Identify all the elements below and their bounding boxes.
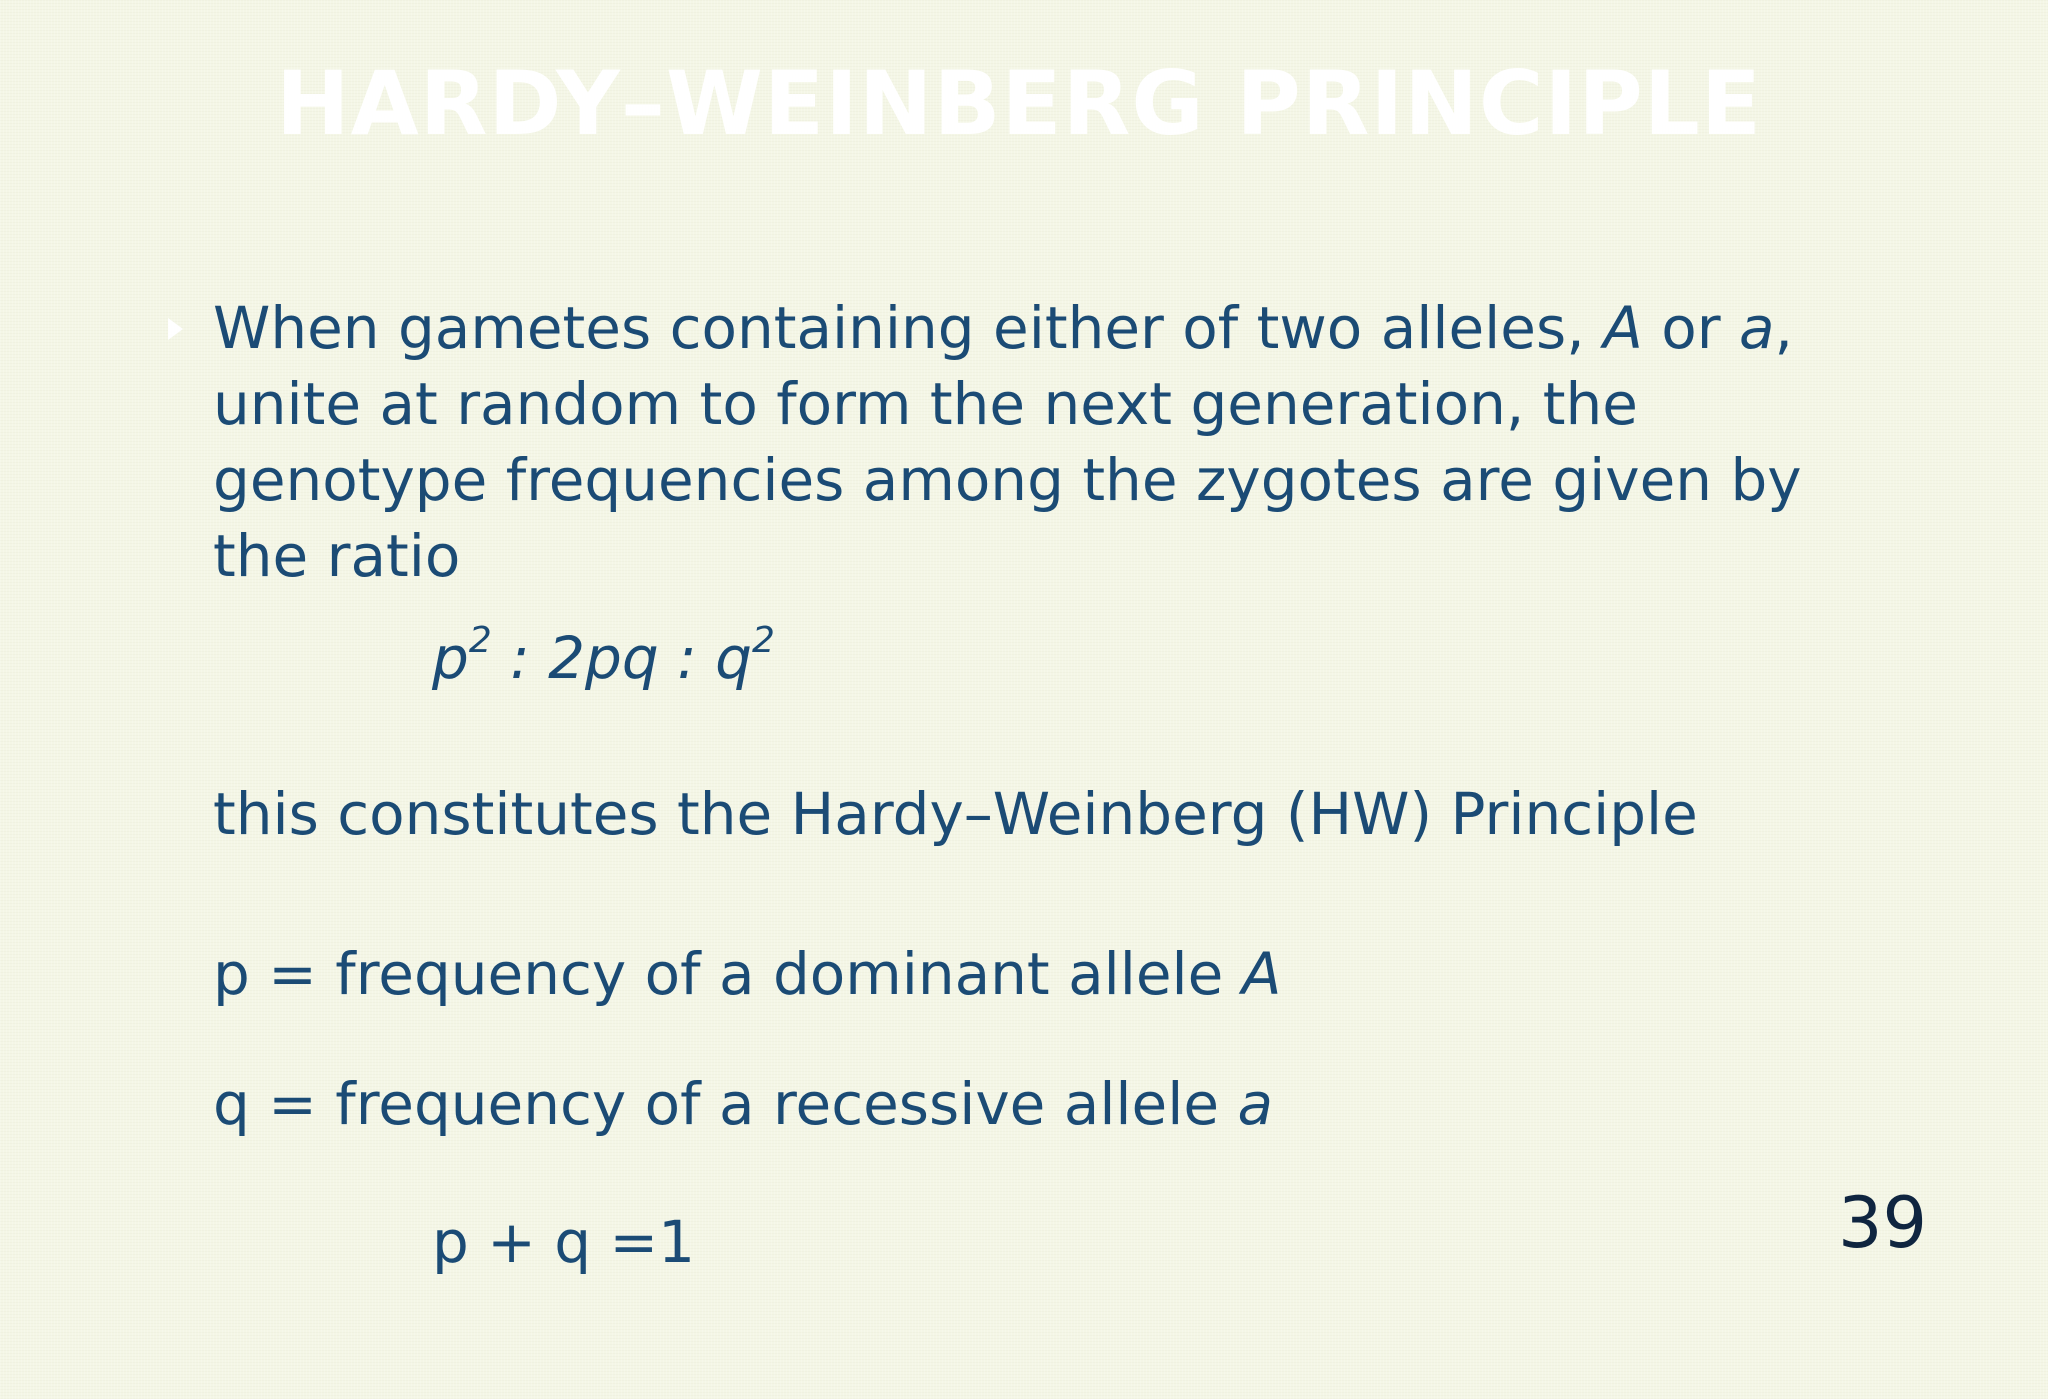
q-definition [213,1070,1273,1138]
q-allele: a [1237,1070,1274,1138]
allele-a: a [1738,294,1775,362]
paragraph-line-1-text: When gametes containing either of two alleles, [213,294,1604,362]
p-definition [213,940,1281,1008]
or-text: or [1642,294,1739,362]
page-number: 39 [1838,1182,1928,1264]
ratio-q: q [715,624,752,692]
slide-title: HARDY–WEINBERG PRINCIPLE [276,52,1762,155]
comma-text: , [1774,294,1793,362]
p-allele: A [1241,940,1282,1008]
allele-A: A [1603,294,1643,362]
paragraph-line-1 [213,290,1802,366]
main-paragraph [213,290,1802,594]
ratio-q-exponent: 2 [751,620,775,661]
frequency-sum: p + q =1 [432,1208,696,1276]
ratio-p-exponent: 2 [468,620,492,661]
ratio-p: p [432,624,469,692]
paragraph-line-2: unite at random to form the next generation, the [213,370,1638,438]
q-definition-text: q = frequency of a recessive allele [213,1070,1238,1138]
bullet-arrow-icon [168,318,183,340]
paragraph-line-4: the ratio [213,522,461,590]
paragraph-line-3: genotype frequencies among the zygotes are given by [213,446,1802,514]
ratio-middle: : 2pq : [491,624,716,692]
genotype-ratio [432,620,775,692]
principle-statement: this constitutes the Hardy–Weinberg (HW) Principle [213,780,1698,848]
p-definition-text: p = frequency of a dominant allele [213,940,1242,1008]
